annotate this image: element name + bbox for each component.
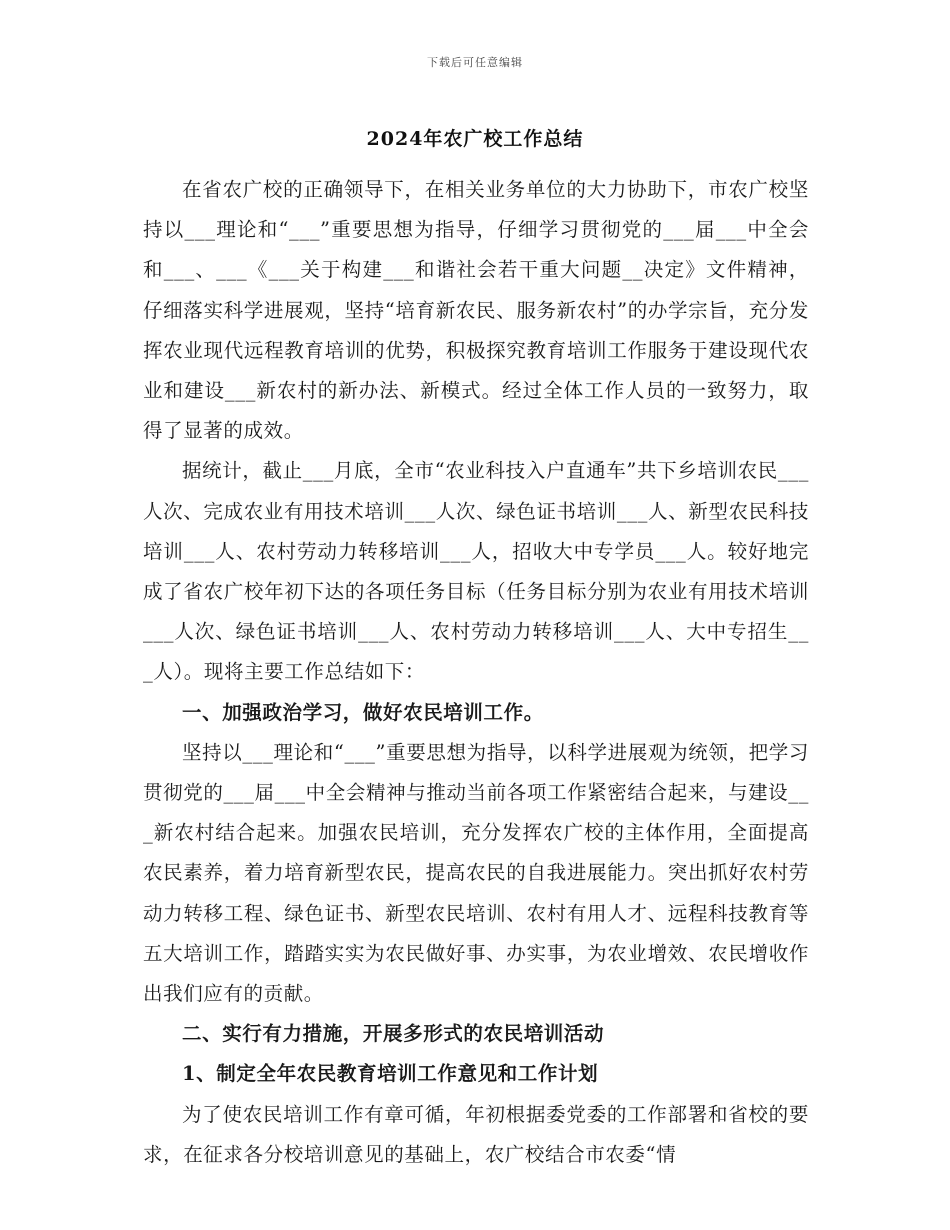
section-heading-2: 二、实行有力措施，开展多形式的农民培训活动 (182, 1022, 605, 1046)
subsection-heading-1: 1、制定全年农民教育培训工作意见和工作计划 (182, 1062, 599, 1086)
paragraph-political-study: 坚持以___理论和“___”重要思想为指导，以科学进展观为统领，把学习贯彻党的___届___中全会精神与推动当前各项工作紧密结合起来，与建设___新农村结合起来。加强农民培训，充分发挥农广校的主体作用，全面提高农民素养，着力培育新型农民，提高农民的自我进展能力。突出抓好农村劳动力转移工程、绿色证书、新型农民培训、农村有用人才、远程科技教育等五大培训工作，踏踏实实为农民做好事、办实事，为农业增效、农民增收作出我们应有的贡献。 (143, 740, 809, 1006)
document-title: 2024年农广校工作总结 (366, 128, 584, 150)
paragraph-intro: 在省农广校的正确领导下，在相关业务单位的大力协助下，市农广校坚持以___理论和“___”重要思想为指导，仔细学习贯彻党的___届___中全会和___、___《___关于构建___和谐社会若干重大问题__决定》文件精神，仔细落实科学进展观，坚持“培育新农民、服务新农村”的办学宗旨，充分发挥农业现代远程教育培训的优势，积极探究教育培训工作服务于建设现代农业和建设___新农村的新办法、新模式。经过全体工作人员的一致努力，取得了显著的成效。 (143, 178, 809, 443)
paragraph-statistics: 据统计，截止___月底，全市“农业科技入户直通车”共下乡培训农民___人次、完成农业有用技术培训___人次、绿色证书培训___人、新型农民科技培训___人、农村劳动力转移培训___人，招收大中专学员___人。较好地完成了省农广校年初下达的各项任务目标（任务目标分别为农业有用技术培训___人次、绿色证书培训___人、农村劳动力转移培训___人、大中专招生___人）。现将主要工作总结如下： (143, 459, 809, 684)
section-heading-1: 一、加强政治学习，做好农民培训工作。 (182, 700, 544, 724)
document-body (143, 170, 809, 1175)
paragraph-plan: 为了使农民培训工作有章可循，年初根据委党委的工作部署和省校的要求，在征求各分校培训意见的基础上，农广校结合市农委“情 (143, 1102, 809, 1166)
header-note: 下载后可任意编辑 (427, 56, 523, 69)
